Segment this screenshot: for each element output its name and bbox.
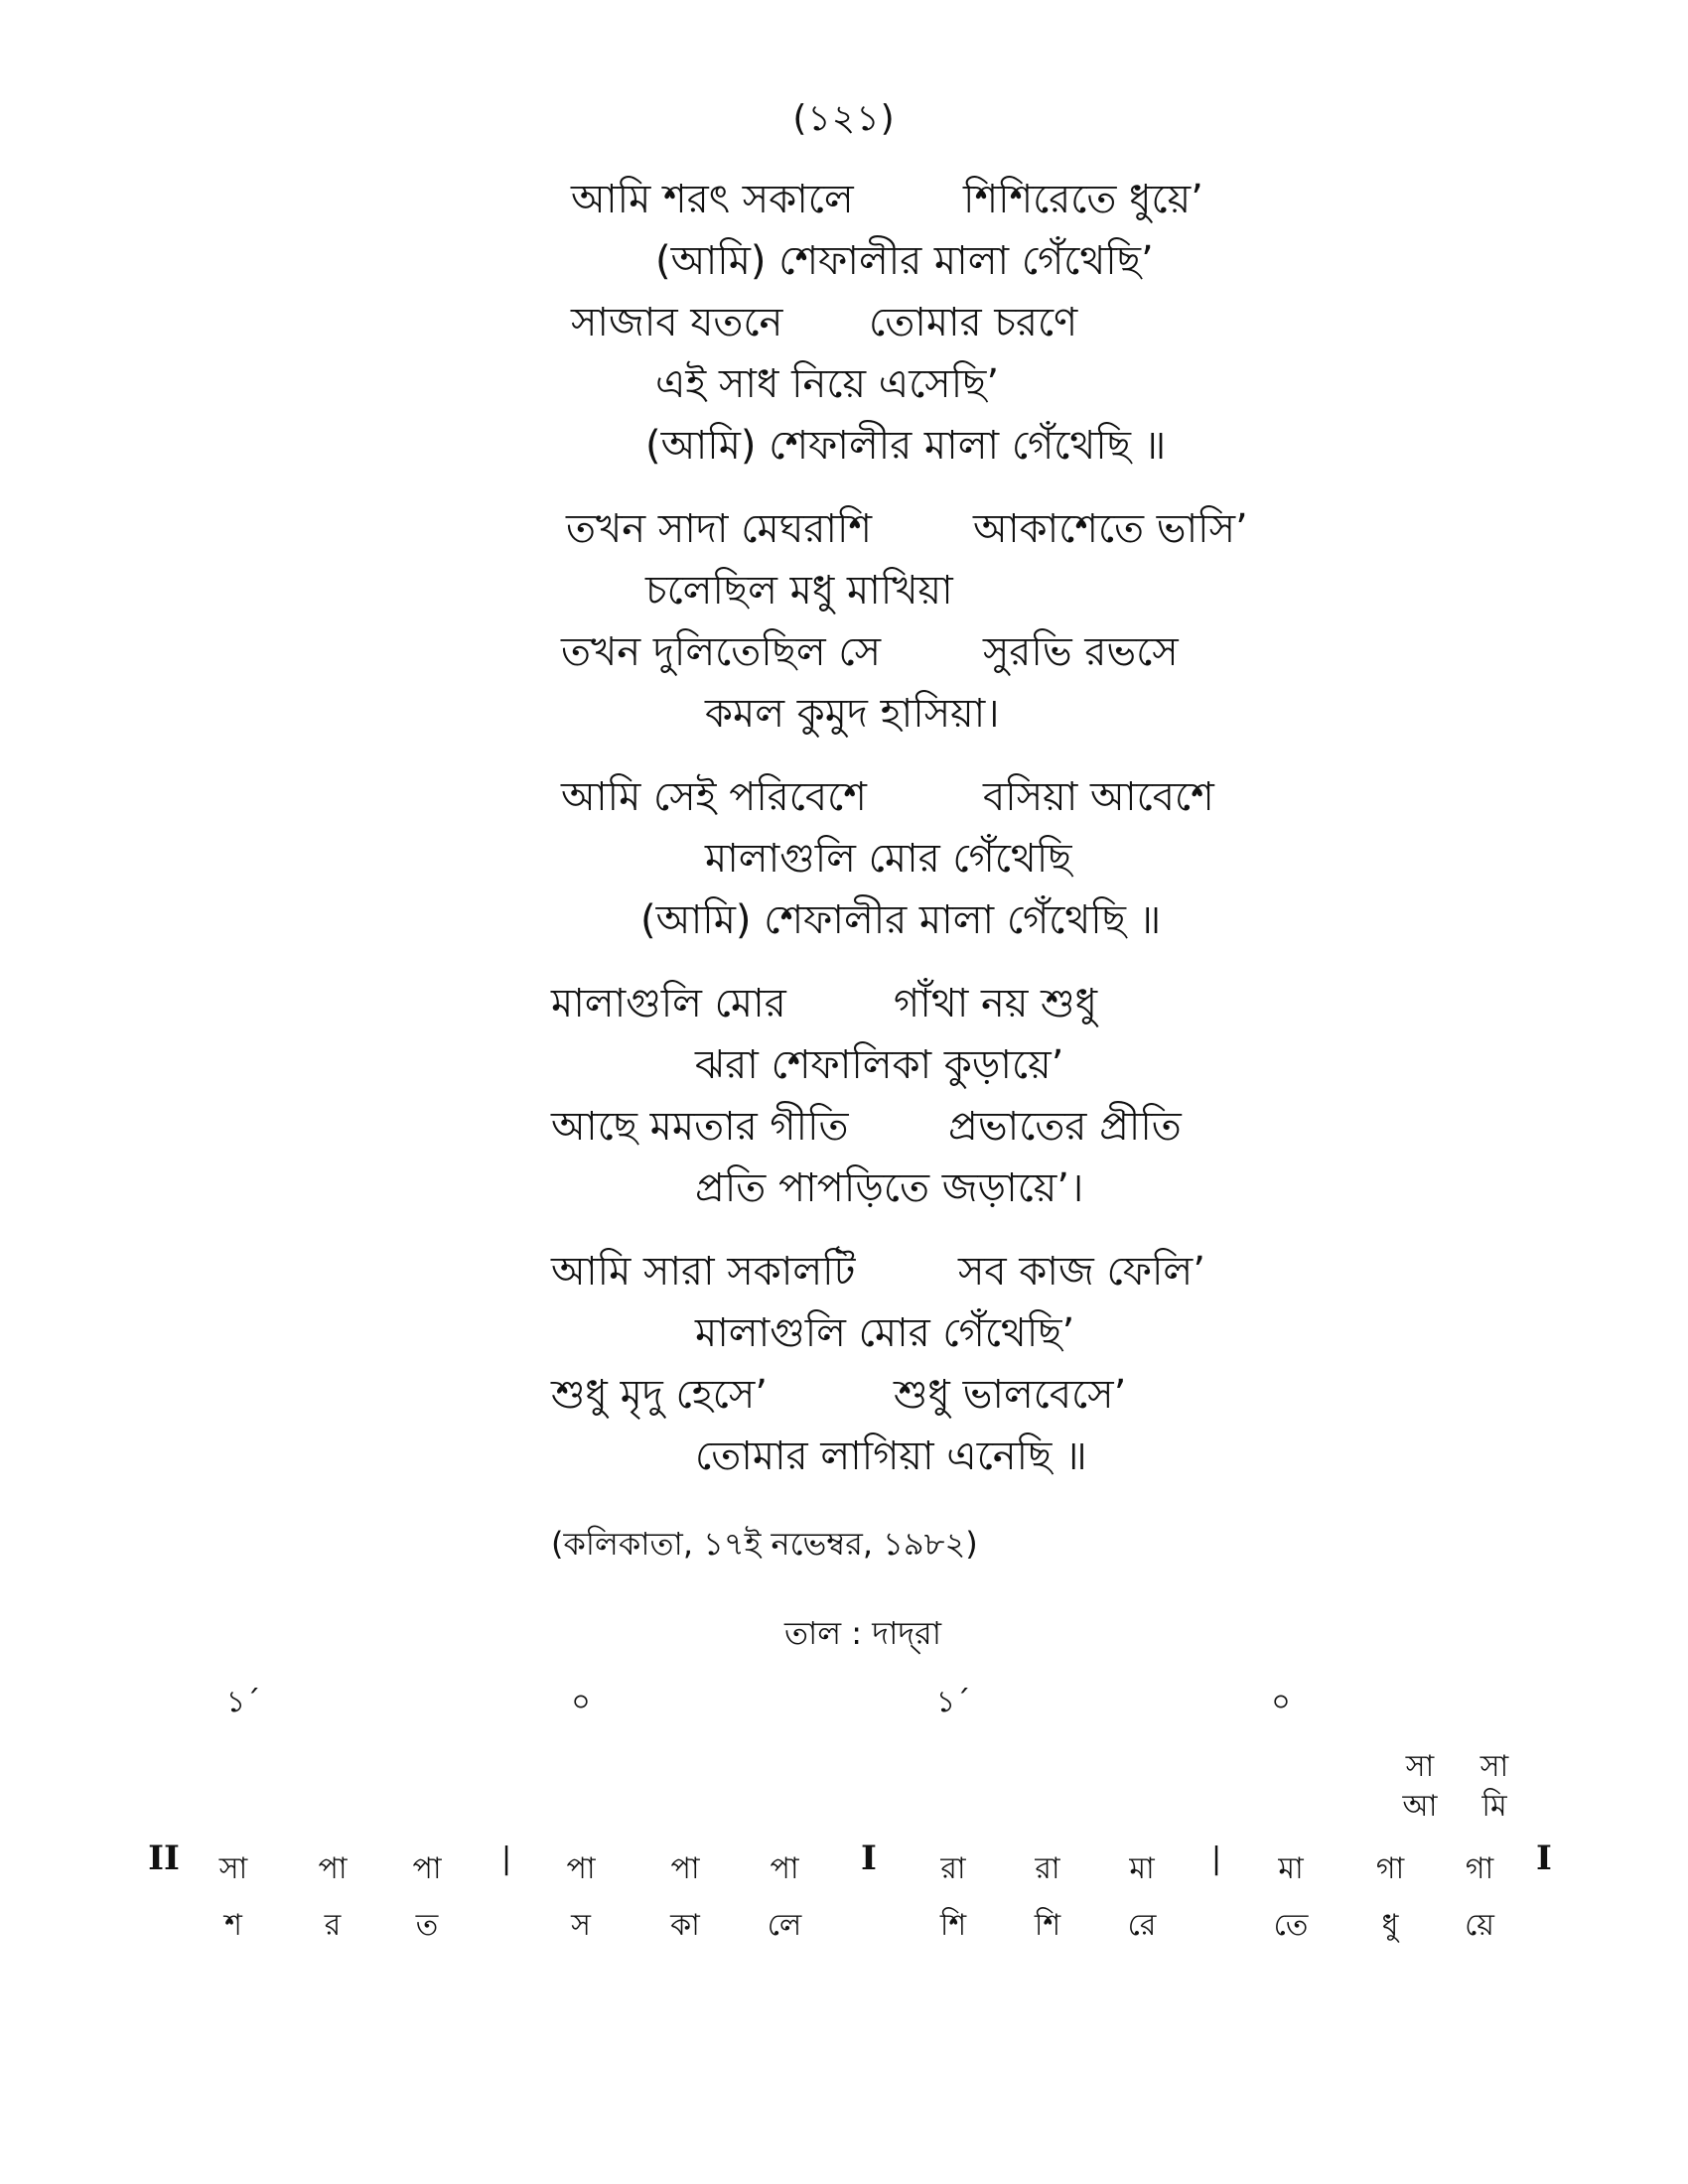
beat-marker: ০ [1271, 1685, 1291, 1719]
line-first-half: মালাগুলি মোর [551, 981, 786, 1026]
bar-line: | [1210, 1842, 1222, 1876]
beat-marker: ১´ [225, 1685, 261, 1719]
lyric-syllable: কা [670, 1908, 700, 1943]
note: পা [566, 1851, 596, 1886]
line-second-half: বসিয়া আবেশে [983, 774, 1214, 820]
line-second-half: সুরভি রভসে [983, 629, 1179, 675]
beat-marker: ০ [571, 1685, 591, 1719]
start-bar-line: II [148, 1839, 180, 1878]
note: পা [770, 1851, 799, 1886]
line-second-half: শুধু ভালবেসে’ [894, 1372, 1127, 1418]
line-first-half: আমি শরৎ সকালে [571, 177, 854, 222]
tala-label: তাল : দাদ্‌রা [784, 1614, 942, 1652]
note: সা [218, 1851, 248, 1886]
line-first-half: তখন দুলিতেছিল সে [561, 629, 882, 675]
end-bar-line: I [1536, 1839, 1552, 1878]
lyric-syllable: স [571, 1908, 591, 1943]
note: গা [1375, 1851, 1405, 1886]
line-text: (আমি) শেফালীর মালা গেঁথেছি’ [655, 238, 1154, 284]
line-first-half: আছে মমতার গীতি [551, 1104, 849, 1150]
line-second-half: গাঁথা নয় শুধু [894, 981, 1098, 1026]
note: মা [1129, 1851, 1155, 1886]
line-text: এই সাধ নিয়ে এসেছি’ [655, 361, 1000, 407]
bar-line: | [500, 1842, 512, 1876]
lyric-syllable: য়ে [1465, 1908, 1494, 1943]
line-first-half: আমি সেই পরিবেশে [561, 774, 867, 820]
line-second-half: প্রভাতের প্রীতি [948, 1104, 1182, 1150]
pickup-lyric: মি [1481, 1789, 1507, 1824]
page-number: (১২১) [792, 98, 896, 139]
pickup-note: সা [1405, 1749, 1435, 1784]
line-second-half: শিশিরেতে ধুয়ে’ [963, 177, 1203, 222]
line-second-half: সব কাজ ফেলি’ [958, 1249, 1205, 1295]
line-second-half: তোমার চরণে [869, 300, 1078, 345]
pickup-note: সা [1479, 1749, 1509, 1784]
line-text: ঝরা শেফালিকা কুড়ায়ে’ [695, 1042, 1064, 1088]
lyric-syllable: ধু [1381, 1908, 1399, 1943]
lyric-syllable: ত [415, 1908, 439, 1943]
section-bar-line: I [861, 1839, 877, 1878]
beat-marker: ১´ [935, 1685, 971, 1719]
line-second-half: আকাশেতে ভাসি’ [973, 506, 1248, 552]
note: রা [940, 1851, 966, 1886]
lyric-syllable: তে [1273, 1908, 1309, 1943]
line-text: মালাগুলি মোর গেঁথেছি [705, 836, 1072, 882]
line-first-half: আমি সারা সকালটি [551, 1249, 856, 1295]
lyric-syllable: শ [224, 1908, 242, 1943]
note: পা [412, 1851, 442, 1886]
lyric-syllable: লে [767, 1908, 802, 1943]
note: পা [670, 1851, 700, 1886]
note: গা [1465, 1851, 1494, 1886]
line-text: প্রতি পাপড়িতে জড়ায়ে’। [695, 1165, 1084, 1211]
note: রা [1035, 1851, 1060, 1886]
line-text: (আমি) শেফালীর মালা গেঁথেছি ॥ [640, 897, 1162, 943]
line-text: কমল কুমুদ হাসিয়া। [705, 691, 1000, 737]
lyric-syllable: শি [1034, 1908, 1061, 1943]
line-text: তোমার লাগিয়া এনেছি ॥ [695, 1433, 1087, 1479]
line-text: চলেছিল মধু মাখিয়া [645, 568, 953, 614]
line-text: মালাগুলি মোর গেঁথেছি’ [695, 1310, 1075, 1356]
lyric-syllable: র [324, 1908, 342, 1943]
composition-place-date: (কলিকাতা, ১৭ই নভেম্বর, ১৯৮২) [551, 1525, 978, 1563]
note: পা [318, 1851, 348, 1886]
line-text: (আমি) শেফালীর মালা গেঁথেছি ॥ [645, 423, 1167, 469]
pickup-lyric: আ [1402, 1789, 1438, 1824]
note: মা [1278, 1851, 1304, 1886]
line-first-half: শুধু মৃদু হেসে’ [551, 1372, 768, 1418]
lyric-syllable: শি [939, 1908, 967, 1943]
lyric-syllable: রে [1127, 1908, 1157, 1943]
line-first-half: সাজাব যতনে [571, 300, 783, 345]
line-first-half: তখন সাদা মেঘরাশি [566, 506, 873, 552]
